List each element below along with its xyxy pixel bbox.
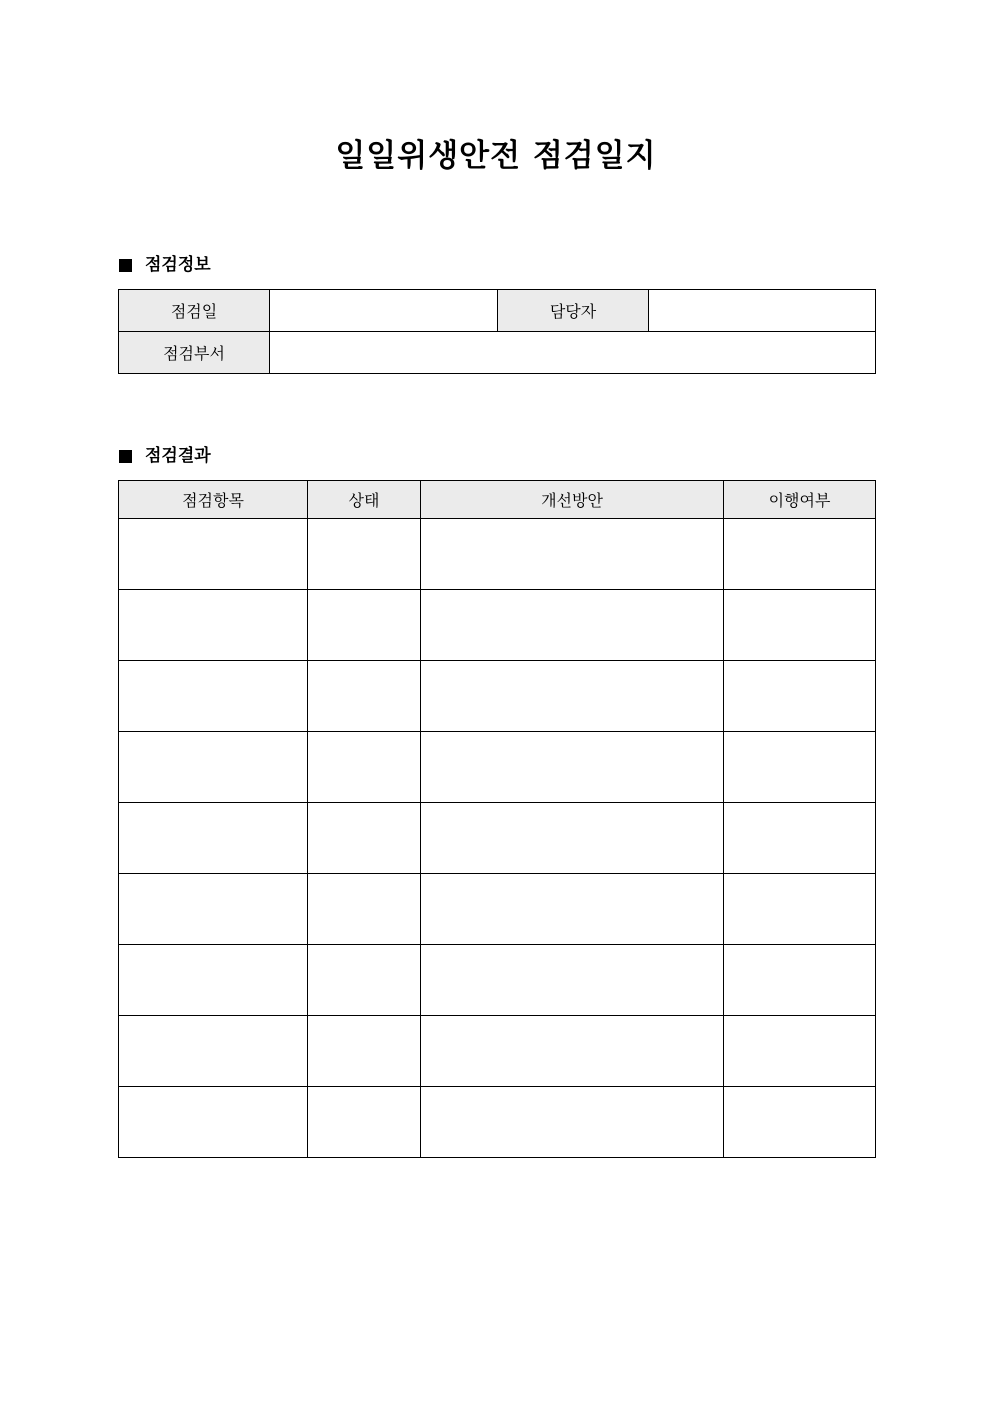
compliance-cell[interactable] xyxy=(724,661,876,732)
compliance-cell[interactable] xyxy=(724,874,876,945)
status-cell[interactable] xyxy=(308,661,421,732)
item-cell[interactable] xyxy=(119,590,308,661)
table-row xyxy=(119,519,876,590)
status-cell[interactable] xyxy=(308,590,421,661)
column-header-compliance: 이행여부 xyxy=(724,481,876,519)
improvement-cell[interactable] xyxy=(421,519,724,590)
date-field[interactable] xyxy=(270,290,498,332)
compliance-cell[interactable] xyxy=(724,732,876,803)
item-cell[interactable] xyxy=(119,1016,308,1087)
compliance-cell[interactable] xyxy=(724,1087,876,1158)
improvement-cell[interactable] xyxy=(421,661,724,732)
item-cell[interactable] xyxy=(119,661,308,732)
table-row xyxy=(119,874,876,945)
improvement-cell[interactable] xyxy=(421,590,724,661)
department-field[interactable] xyxy=(270,332,876,374)
table-row xyxy=(119,732,876,803)
improvement-cell[interactable] xyxy=(421,732,724,803)
item-cell[interactable] xyxy=(119,803,308,874)
item-cell[interactable] xyxy=(119,732,308,803)
department-label: 점검부서 xyxy=(119,332,270,374)
item-cell[interactable] xyxy=(119,519,308,590)
table-row xyxy=(119,803,876,874)
square-bullet-icon xyxy=(119,259,132,272)
improvement-cell[interactable] xyxy=(421,874,724,945)
status-cell[interactable] xyxy=(308,1016,421,1087)
compliance-cell[interactable] xyxy=(724,590,876,661)
status-cell[interactable] xyxy=(308,803,421,874)
compliance-cell[interactable] xyxy=(724,519,876,590)
table-row xyxy=(119,1016,876,1087)
item-cell[interactable] xyxy=(119,945,308,1016)
table-header-row xyxy=(119,481,876,519)
document-title: 일일위생안전 점검일지 xyxy=(335,138,657,174)
table-row xyxy=(119,1087,876,1158)
table-row xyxy=(119,590,876,661)
column-header-improvement: 개선방안 xyxy=(421,481,724,519)
status-cell[interactable] xyxy=(308,732,421,803)
inspection-info-heading xyxy=(119,253,211,277)
inspection-info-table xyxy=(118,289,876,374)
improvement-cell[interactable] xyxy=(421,1016,724,1087)
item-cell[interactable] xyxy=(119,1087,308,1158)
status-cell[interactable] xyxy=(308,1087,421,1158)
compliance-cell[interactable] xyxy=(724,803,876,874)
improvement-cell[interactable] xyxy=(421,803,724,874)
column-header-item: 점검항목 xyxy=(119,481,308,519)
inspection-info-heading-text: 점검정보 xyxy=(145,255,211,275)
inspection-results-heading-text: 점검결과 xyxy=(145,446,211,466)
column-header-status: 상태 xyxy=(308,481,421,519)
improvement-cell[interactable] xyxy=(421,1087,724,1158)
compliance-cell[interactable] xyxy=(724,1016,876,1087)
item-cell[interactable] xyxy=(119,874,308,945)
status-cell[interactable] xyxy=(308,874,421,945)
table-row xyxy=(119,945,876,1016)
manager-label: 담당자 xyxy=(498,290,649,332)
date-label: 점검일 xyxy=(119,290,270,332)
status-cell[interactable] xyxy=(308,945,421,1016)
status-cell[interactable] xyxy=(308,519,421,590)
table-row xyxy=(119,661,876,732)
compliance-cell[interactable] xyxy=(724,945,876,1016)
square-bullet-icon xyxy=(119,450,132,463)
inspection-results-table xyxy=(118,480,876,1158)
inspection-results-heading xyxy=(119,444,211,468)
improvement-cell[interactable] xyxy=(421,945,724,1016)
manager-field[interactable] xyxy=(649,290,876,332)
